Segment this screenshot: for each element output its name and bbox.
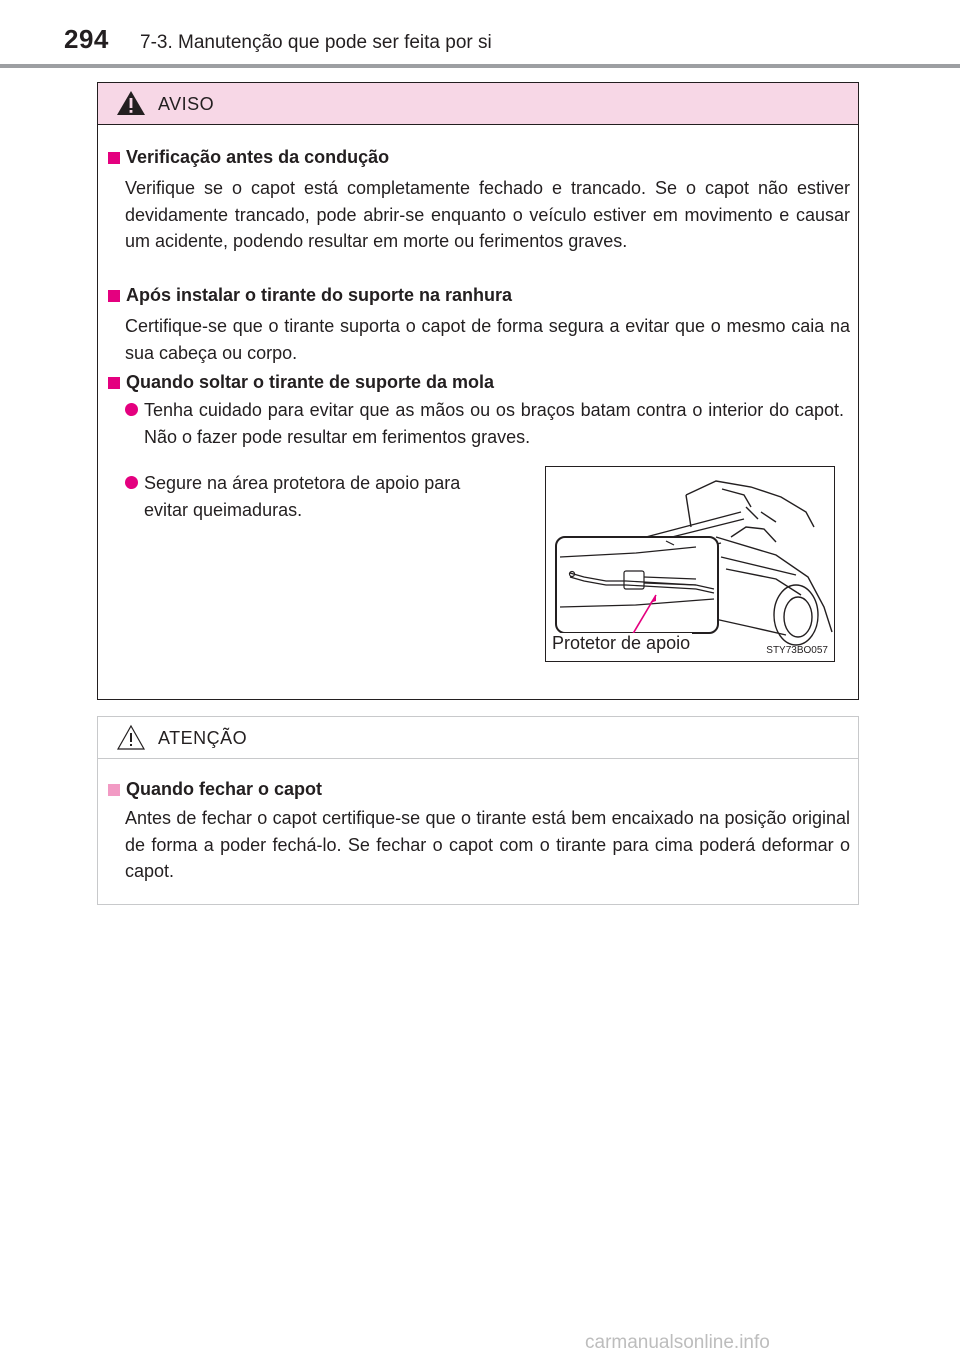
section-title: 7-3. Manutenção que pode ser feita por si xyxy=(140,32,492,53)
warning-triangle-icon xyxy=(116,90,146,116)
header-rule xyxy=(0,64,960,68)
list-item: Tenha cuidado para evitar que as mãos ou os braços batam contra o interior do capot. Não o fazer pode resultar em ferimentos graves. xyxy=(125,397,844,450)
page-number: 294 xyxy=(64,24,109,54)
watermark: carmanualsonline.info xyxy=(585,1332,770,1353)
caution-triangle-icon xyxy=(116,724,146,750)
notice-header xyxy=(98,717,858,759)
notice-heading: Quando fechar o capot xyxy=(108,779,322,800)
hood-support-illustration xyxy=(545,466,835,662)
square-bullet-icon xyxy=(108,784,120,796)
warning-title: AVISO xyxy=(158,94,215,114)
circle-bullet-icon xyxy=(125,476,138,489)
square-bullet-icon xyxy=(108,152,120,164)
warning-heading-1: Verificação antes da condução xyxy=(108,147,389,168)
page-header xyxy=(0,0,960,68)
notice-box xyxy=(97,716,859,905)
list-item: Segure na área protetora de apoio para evitar queimaduras. xyxy=(125,470,504,523)
figure-code: STY73BO057 xyxy=(766,645,828,656)
square-bullet-icon xyxy=(108,377,120,389)
warning-header xyxy=(98,83,858,125)
warning-heading-3: Quando soltar o tirante de suporte da mola xyxy=(108,372,494,393)
square-bullet-icon xyxy=(108,290,120,302)
figure-label: Protetor de apoio xyxy=(552,633,691,653)
warning-text-1: Verifique se o capot está completamente fechado e trancado. Se o capot não estiver devidamente trancado, pode abrir-se enquanto o veículo estiver em movimento e causar um acidente, podendo resultar em morte ou ferimentos graves. xyxy=(125,178,850,251)
circle-bullet-icon xyxy=(125,403,138,416)
notice-text: Antes de fechar o capot certifique-se que o tirante está bem encaixado na posição original de forma a poder fechá-lo. Se fechar o capot com o tirante para cima poderá deformar o capot. xyxy=(125,808,850,881)
notice-title: ATENÇÃO xyxy=(158,728,248,748)
warning-heading-2: Após instalar o tirante do suporte na ranhura xyxy=(108,285,512,306)
warning-text-2: Certifique-se que o tirante suporta o capot de forma segura a evitar que o mesmo caia na sua cabeça ou corpo. xyxy=(125,316,850,363)
